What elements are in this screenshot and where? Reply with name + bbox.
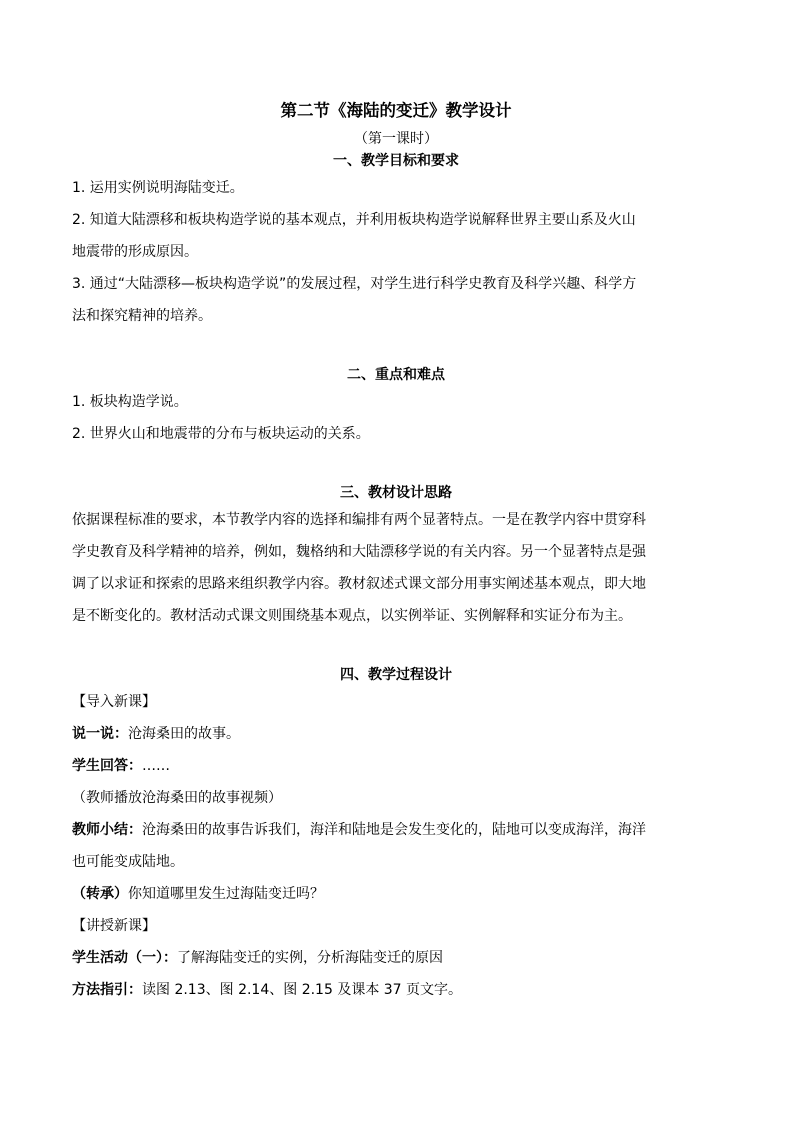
section-heading-design: 三、教材设计思路 [340,485,452,501]
key-point-line: 1. 板块构造学说。 [72,394,188,410]
transition-text: 你知道哪里发生过海陆变迁吗？ [128,886,324,902]
video-note: （教师播放沧海桑田的故事视频） [72,790,282,806]
key-point-line: 2. 世界火山和地震带的分布与板块运动的关系。 [72,426,370,442]
objective-line: 法和探究精神的培养。 [72,308,212,324]
answer-text: …… [142,758,170,774]
activity-label: 学生活动（一）： [72,950,177,966]
objective-line: 地震带的形成原因。 [72,244,198,260]
design-paragraph-line: 依据课程标准的要求，本节教学内容的选择和编排有两个显著特点。一是在教学内容中贯穿科 [72,512,646,528]
summary-text: 沧海桑田的故事告诉我们，海洋和陆地是会发生变化的，陆地可以变成海洋，海洋 [142,822,646,838]
say-label: 说一说： [72,726,128,742]
design-paragraph-line: 学史教育及科学精神的培养，例如，魏格纳和大陆漂移学说的有关内容。另一个显著特点是强 [72,544,646,560]
answer-label: 学生回答： [72,758,142,774]
lecture-tag: 【讲授新课】 [72,918,156,934]
section-heading-key-points: 二、重点和难点 [347,367,445,383]
document-page [72,100,720,1006]
transition-line [72,878,720,910]
say-line [72,718,720,750]
transition-label: （转承） [72,886,128,902]
method-text: 读图 2.13、图 2.14、图 2.15 及课本 37 页文字。 [142,982,463,998]
summary-line-2: 也可能变成陆地。 [72,854,184,870]
intro-tag: 【导入新课】 [72,694,156,710]
answer-line [72,750,720,782]
section-heading-process: 四、教学过程设计 [340,667,452,683]
summary-label: 教师小结： [72,822,142,838]
document-subtitle: （第一课时） [354,131,438,147]
summary-line [72,814,720,846]
design-paragraph-line: 调了以求证和探索的思路来组织教学内容。教材叙述式课文部分用事实阐述基本观点，即大地 [72,576,646,592]
say-text: 沧海桑田的故事。 [128,726,240,742]
method-label: 方法指引： [72,982,142,998]
method-line [72,974,720,1006]
objective-line: 1. 运用实例说明海陆变迁。 [72,180,244,196]
objective-line: 3. 通过“大陆漂移—板块构造学说”的发展过程，对学生进行科学史教育及科学兴趣、科学方 [72,276,637,292]
objective-line: 2. 知道大陆漂移和板块构造学说的基本观点，并利用板块构造学说解释世界主要山系及火山 [72,212,636,228]
activity-text: 了解海陆变迁的实例，分析海陆变迁的原因 [177,950,443,966]
design-paragraph-line: 是不断变化的。教材活动式课文则围绕基本观点，以实例举证、实例解释和实证分布为主。 [72,608,632,624]
activity-line [72,942,720,974]
section-heading-objectives: 一、教学目标和要求 [333,153,459,169]
document-title: 第二节《海陆的变迁》教学设计 [280,101,512,120]
